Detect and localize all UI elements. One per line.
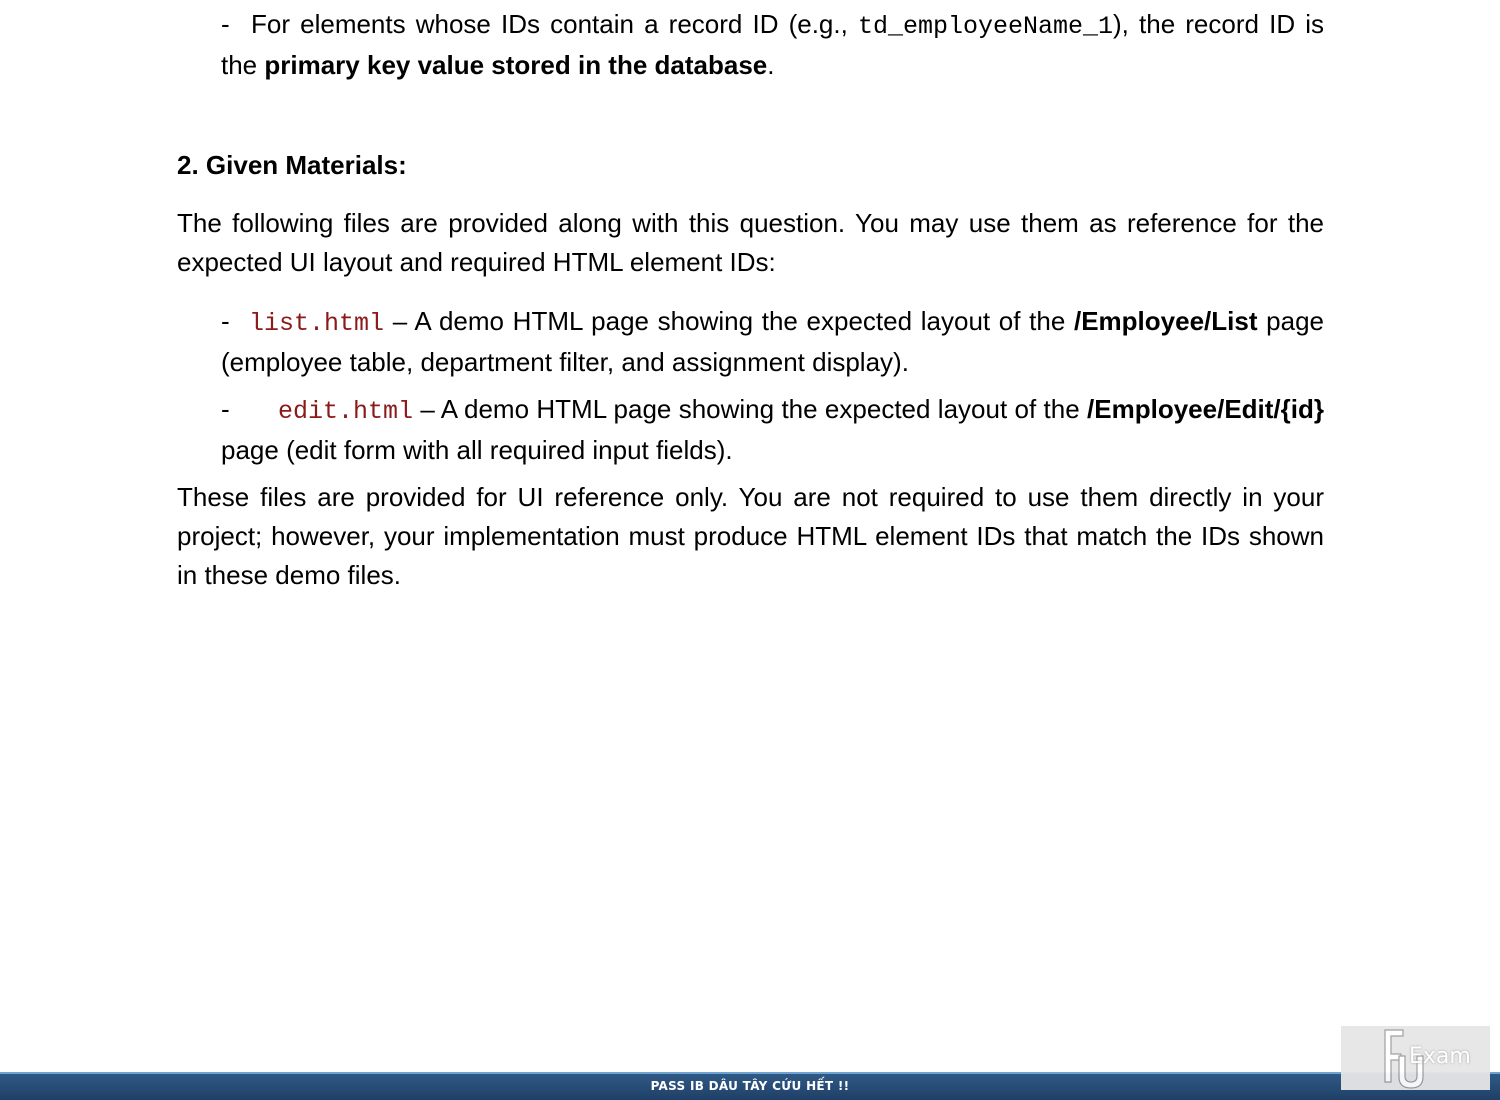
- file-desc-before: – A demo HTML page showing the expected layout of the: [384, 306, 1074, 336]
- file-name-list-html: list.html: [249, 309, 385, 338]
- record-id-bullet: [221, 5, 1324, 85]
- bullet-dash: -: [221, 394, 230, 424]
- bullet-text-prefix: For elements whose IDs contain a record ID (e.g.,: [251, 9, 858, 39]
- bullet-text-middle: ), the record ID is the: [221, 9, 1324, 80]
- file-item-list-html: [221, 302, 1324, 382]
- closing-paragraph: These files are provided for UI reference only. You are not required to use them directly in your project; however, your implementation must produce HTML element IDs that match the IDs shown in these demo files.: [177, 482, 1324, 590]
- bullet-dash: -: [221, 306, 230, 336]
- bullet-text-end: .: [767, 50, 775, 80]
- bullet-dash: -: [221, 9, 230, 39]
- file-route-employee-list: /Employee/List: [1073, 306, 1258, 336]
- file-name-edit-html: edit.html: [278, 397, 414, 426]
- fu-exam-logo: [1341, 1026, 1490, 1090]
- logo-exam-text: Exam: [1409, 1044, 1471, 1069]
- section-intro-paragraph: The following files are provided along with this question. You may use them as reference for the expected UI layout and required HTML element IDs:: [177, 208, 1324, 277]
- file-route-employee-edit: /Employee/Edit/{id}: [1087, 394, 1324, 424]
- footer-banner: [0, 1072, 1500, 1100]
- file-desc-after: page (employee table, department filter, and assignment display).: [221, 306, 1324, 377]
- file-desc-before: – A demo HTML page showing the expected layout of the: [413, 394, 1088, 424]
- footer-banner-text: PASS IB DÂU TÂY CỨU HẾT !!: [650, 1079, 850, 1093]
- section-heading: 2. Given Materials:: [177, 150, 407, 180]
- file-item-edit-html: [221, 390, 1324, 470]
- file-desc-after: page (edit form with all required input fields).: [221, 435, 733, 465]
- bullet-bold-primary-key: primary key value stored in the database: [264, 50, 768, 80]
- inline-code-td-employee-name: td_employeeName_1: [857, 12, 1114, 41]
